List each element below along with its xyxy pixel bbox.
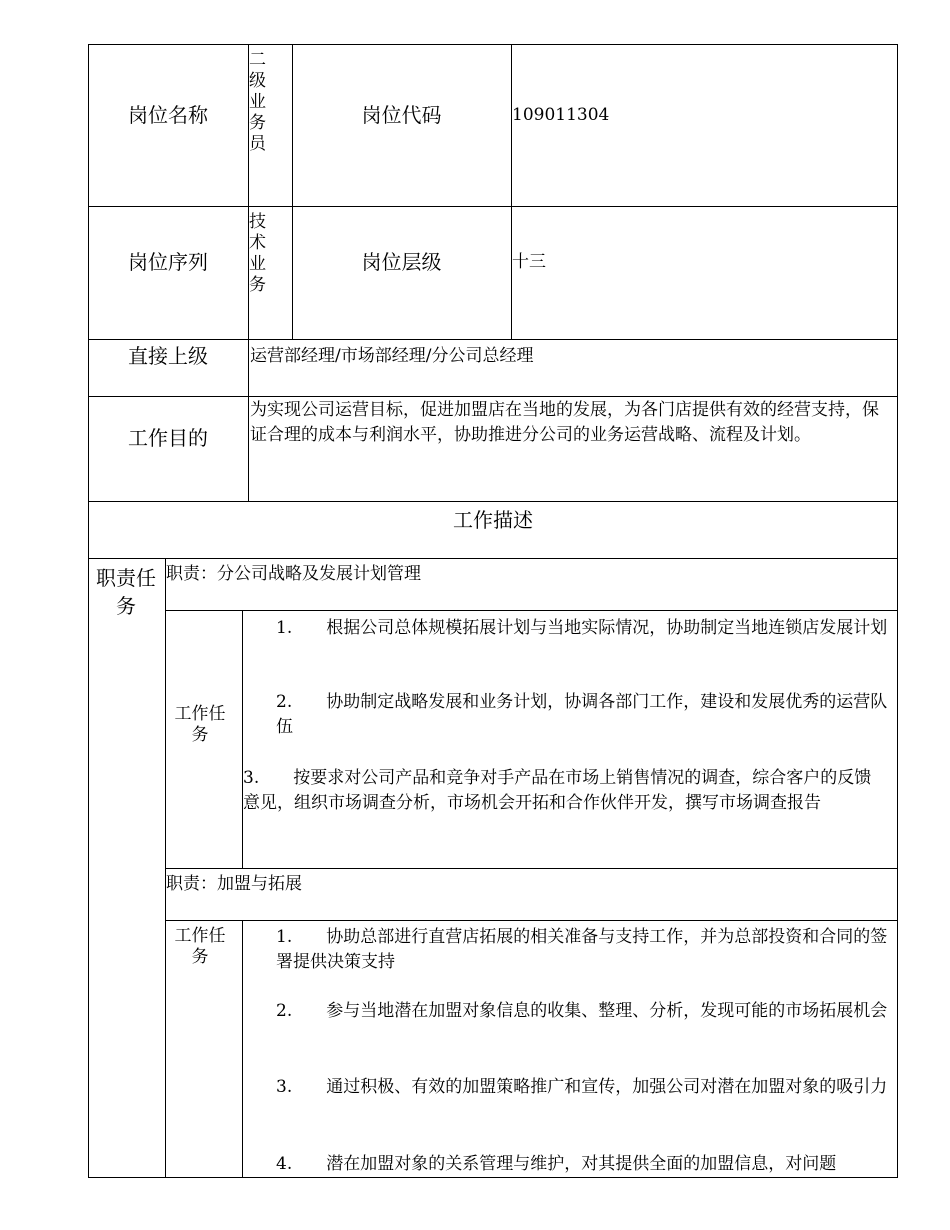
post-series-label: 岗位序列 — [128, 250, 208, 274]
task-item: 1. 协助总部进行直营店拓展的相关准备与支持工作，并为总部投资和合同的签署提供决策支持 — [276, 927, 888, 972]
purpose-value: 为实现公司运营目标，促进加盟店在当地的发展，为各门店提供有效的经营支持，保证合理的成本与利润水平，协助推进分公司的业务运营战略、流程及计划。 — [250, 400, 879, 445]
row-divider — [88, 558, 898, 559]
row-divider — [88, 206, 898, 207]
column-divider — [511, 44, 512, 340]
work-description-title: 工作描述 — [453, 508, 533, 532]
row-divider — [165, 610, 898, 611]
column-divider — [292, 44, 293, 340]
purpose-label: 工作目的 — [128, 426, 208, 450]
row-divider — [165, 868, 898, 869]
post-series-value: 技术业务 — [249, 212, 266, 295]
row-divider — [165, 920, 898, 921]
duty-title: 职责：分公司战略及发展计划管理 — [166, 564, 421, 584]
row-divider — [88, 501, 898, 502]
task-item: 1. 根据公司总体规模拓展计划与当地实际情况，协助制定当地连锁店发展计划 — [276, 618, 888, 638]
post-name-label: 岗位名称 — [128, 103, 208, 127]
work-task-label: 工作任务 — [174, 704, 226, 745]
column-divider — [165, 558, 166, 1178]
task-item: 2. 参与当地潜在加盟对象信息的收集、整理、分析，发现可能的市场拓展机会 — [276, 1001, 888, 1021]
duty-task-label: 职责任务 — [96, 566, 156, 618]
post-name-value: 二级业务员 — [249, 50, 266, 154]
task-item: 3. 通过积极、有效的加盟策略推广和宣传，加强公司对潜在加盟对象的吸引力 — [276, 1077, 888, 1097]
superior-label: 直接上级 — [128, 344, 208, 368]
column-divider — [242, 610, 243, 869]
post-level-value: 十三 — [512, 252, 546, 272]
post-code-value: 109011304 — [512, 105, 610, 125]
row-divider — [88, 396, 898, 397]
post-code-label: 岗位代码 — [361, 103, 442, 127]
superior-value: 运营部经理/市场部经理/分公司总经理 — [250, 346, 534, 366]
work-task-label: 工作任务 — [174, 926, 226, 967]
task-item: 2. 协助制定战略发展和业务计划，协调各部门工作，建设和发展优秀的运营队伍 — [276, 692, 888, 737]
duty-title: 职责：加盟与拓展 — [166, 874, 302, 894]
column-divider — [242, 920, 243, 1178]
task-item: 3. 按要求对公司产品和竞争对手产品在市场上销售情况的调查，综合客户的反馈意见，组织市场调查分析，市场机会开拓和合作伙伴开发，撰写市场调查报告 — [243, 768, 872, 813]
task-item: 4. 潜在加盟对象的关系管理与维护，对其提供全面的加盟信息，对问题 — [276, 1154, 837, 1174]
post-level-label: 岗位层级 — [361, 250, 442, 274]
row-divider — [88, 339, 898, 340]
